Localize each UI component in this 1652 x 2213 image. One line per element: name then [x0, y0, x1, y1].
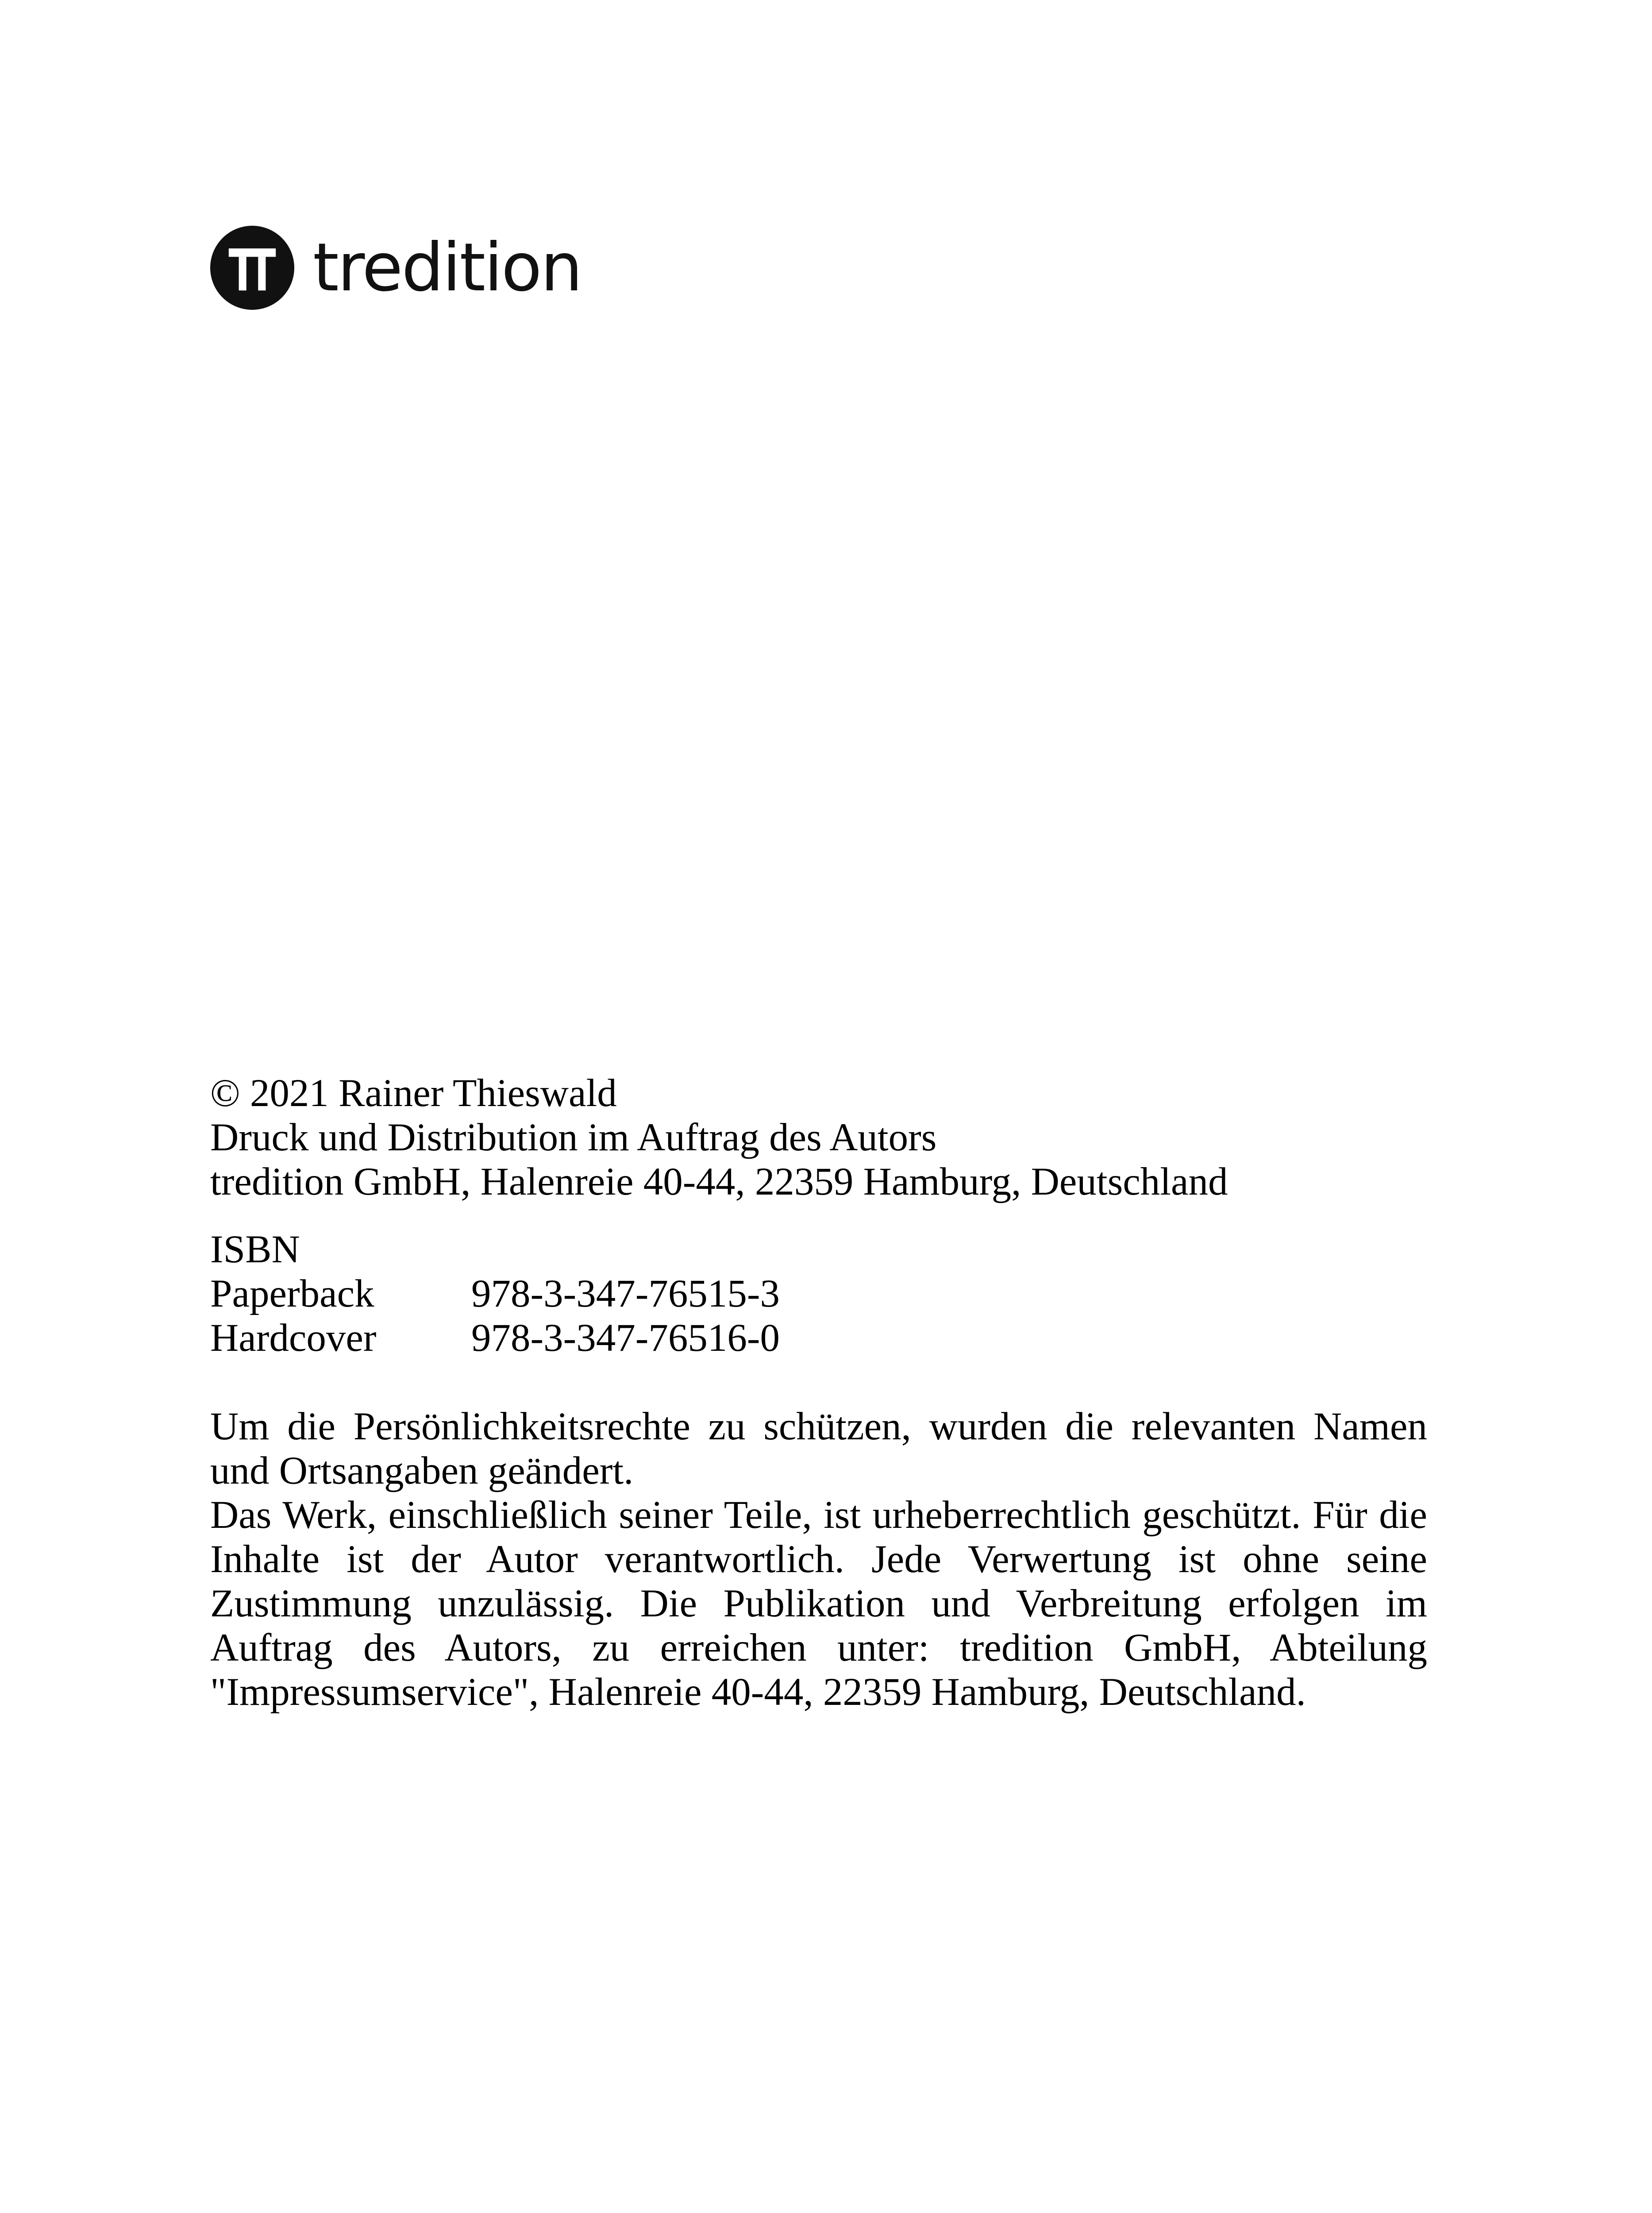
isbn-number: 978-3-347-76516-0 — [471, 1316, 780, 1360]
isbn-row-paperback — [210, 1272, 1427, 1316]
publisher-logo — [210, 226, 581, 310]
printer-info — [210, 1115, 1427, 1204]
isbn-label: ISBN — [210, 1228, 300, 1271]
copyright-notice: Das Werk, einschließlich seiner Teile, ist urheberrechtlich geschützt. Für die Inhalte ist der Autor verantwortlich. Jede Verwertung ist ohne seine Zustimmung unzulässig. Die Publikation und Verbreitung erfolgen im Auftrag des Autors, zu erreichen unter: tredition GmbH, Abteilung "Impressumservice", Halenreie 40-44, 22359 Hamburg, Deutschland. — [210, 1493, 1427, 1714]
isbn-type: Paperback — [210, 1272, 374, 1315]
printer-line: Druck und Distribution im Auftrag des Autors — [210, 1116, 937, 1159]
tredition-logo-icon — [210, 226, 294, 310]
imprint-block — [210, 1071, 1427, 1714]
privacy-notice: Um die Persönlichkeitsrechte zu schützen, wurden die relevanten Namen und Ortsangaben geändert. — [210, 1405, 1427, 1492]
isbn-block — [210, 1227, 1427, 1360]
isbn-row-hardcover — [210, 1316, 1427, 1360]
publisher-address: tredition GmbH, Halenreie 40-44, 22359 Hamburg, Deutschland — [210, 1160, 1228, 1203]
copyright-line: © 2021 Rainer Thieswald — [210, 1072, 617, 1115]
logo-wordmark: tredition — [313, 229, 581, 306]
isbn-number: 978-3-347-76515-3 — [471, 1272, 780, 1315]
isbn-type: Hardcover — [210, 1316, 377, 1360]
